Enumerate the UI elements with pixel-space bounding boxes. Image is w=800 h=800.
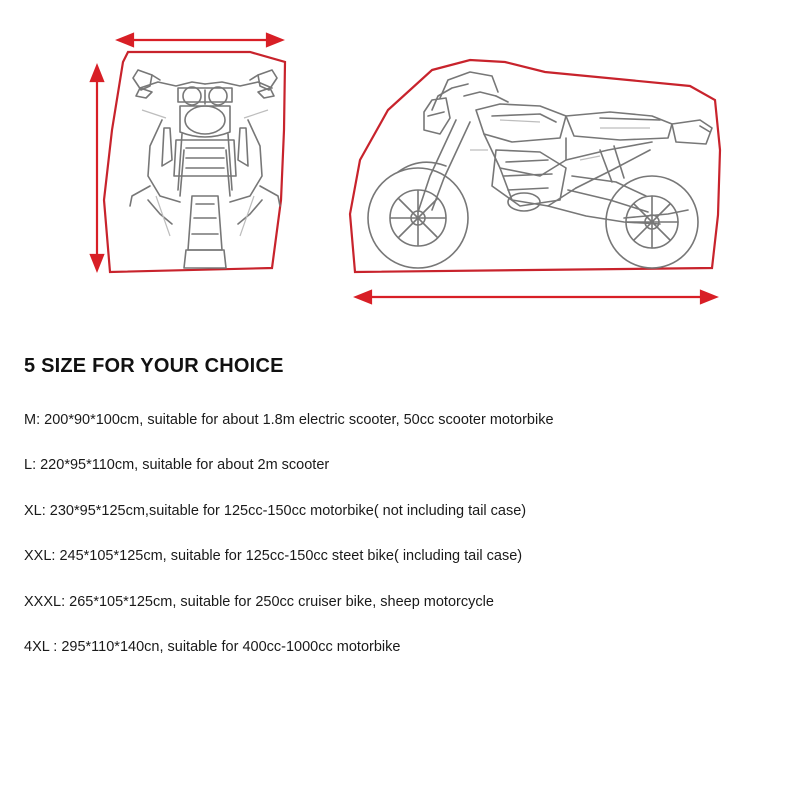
vertical-height-arrow xyxy=(91,66,103,270)
page-title: 5 SIZE FOR YOUR CHOICE xyxy=(24,355,284,377)
diagram-illustration xyxy=(0,0,800,340)
size-line-xl: XL: 230*95*125cm,suitable for 125cc-150cc motorbike( not including tail case) xyxy=(24,502,527,519)
horizontal-width-arrow xyxy=(118,34,282,46)
size-line-l: L: 220*95*110cm, suitable for about 2m scooter xyxy=(24,457,330,474)
size-line-4xl: 4XL : 295*110*140cn, suitable for 400cc-1000cc motorbike xyxy=(24,638,401,655)
side-view-motorcycle xyxy=(350,60,720,303)
front-view-motorcycle xyxy=(91,34,285,272)
size-line-m: M: 200*90*100cm, suitable for about 1.8m electric scooter, 50cc scooter motorbike xyxy=(24,412,554,428)
size-line-xxxl: XXXL: 265*105*125cm, suitable for 250cc cruiser bike, sheep motorcycle xyxy=(24,593,494,610)
size-list-section xyxy=(0,355,800,684)
size-line-xxl: XXL: 245*105*125cm, suitable for 125cc-150cc steet bike( including tail case) xyxy=(24,548,523,565)
horizontal-length-arrow xyxy=(356,291,716,303)
